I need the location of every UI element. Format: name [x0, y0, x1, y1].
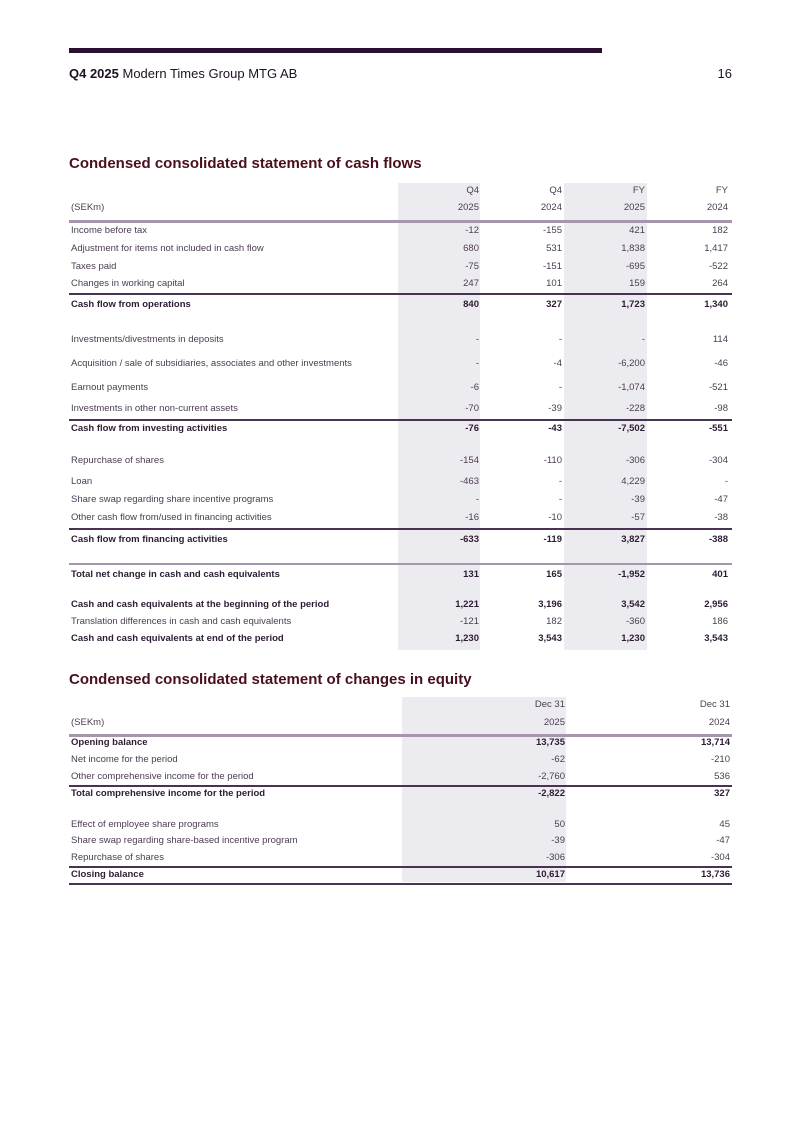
cell: 1,230 — [455, 633, 479, 644]
cell: 50 — [554, 819, 565, 830]
cell: 165 — [546, 569, 562, 580]
cell: 182 — [712, 225, 728, 236]
cell: - — [558, 494, 562, 505]
row-label: Translation differences in cash and cash equivalents — [71, 616, 292, 627]
cell: 840 — [463, 299, 479, 310]
row-label: Opening balance — [71, 737, 148, 748]
divider — [69, 528, 732, 530]
cell: 680 — [463, 243, 479, 254]
cell: 13,736 — [700, 869, 730, 880]
cashflow-title: Condensed consolidated statement of cash flows — [69, 155, 422, 172]
cell: -2,822 — [538, 788, 565, 799]
col-header: Dec 31 — [534, 699, 565, 710]
page-number: 16 — [717, 66, 732, 81]
cell: 327 — [714, 788, 730, 799]
report-period: Q4 2025 — [69, 66, 119, 81]
cell: -12 — [465, 225, 479, 236]
row-label: Repurchase of shares — [71, 455, 164, 466]
cell: 1,838 — [621, 243, 645, 254]
col-header: 2025 — [543, 717, 565, 728]
row-label: Cash flow from investing activities — [71, 423, 228, 434]
row-label: Cash and cash equivalents at end of the period — [71, 633, 284, 644]
col-header: 2025 — [623, 202, 645, 213]
cell: -304 — [708, 455, 728, 466]
cell: -2,760 — [538, 771, 565, 782]
cell: 2,956 — [704, 599, 728, 610]
cell: -154 — [459, 455, 479, 466]
cell: -39 — [631, 494, 645, 505]
cashflow-table — [69, 183, 732, 653]
cell: -38 — [714, 512, 728, 523]
cell: 1,221 — [455, 599, 479, 610]
col-header: Q4 — [466, 185, 479, 196]
cell: -306 — [545, 852, 565, 863]
col-header: 2025 — [457, 202, 479, 213]
unit-label: (SEKm) — [71, 717, 105, 728]
cell: -39 — [548, 403, 562, 414]
row-label: Total comprehensive income for the period — [71, 788, 266, 799]
cell: -39 — [551, 835, 565, 846]
col-header: 2024 — [540, 202, 562, 213]
cell: 264 — [712, 278, 728, 289]
cell: 536 — [714, 771, 730, 782]
row-label: Investments/divestments in deposits — [71, 334, 224, 345]
cell: 4,229 — [621, 476, 645, 487]
cell: -119 — [543, 534, 562, 545]
cell: -47 — [716, 835, 730, 846]
cell: 421 — [629, 225, 645, 236]
row-label: Effect of employee share programs — [71, 819, 219, 830]
row-label: Total net change in cash and cash equivalents — [71, 569, 280, 580]
col-header: 2024 — [708, 717, 730, 728]
row-label: Changes in working capital — [71, 278, 185, 289]
divider — [69, 293, 732, 295]
cell: -6 — [470, 382, 479, 393]
header-rule — [69, 48, 602, 53]
cell: -75 — [465, 261, 479, 272]
cell: 10,617 — [535, 869, 565, 880]
cell: 3,543 — [538, 633, 562, 644]
unit-label: (SEKm) — [71, 202, 105, 213]
cell: -76 — [465, 423, 479, 434]
cell: -10 — [548, 512, 562, 523]
row-label: Taxes paid — [71, 261, 117, 272]
divider — [69, 220, 732, 223]
col-header: Q4 — [549, 185, 562, 196]
cell: 401 — [712, 569, 728, 580]
cell: - — [558, 334, 562, 345]
cell: 247 — [463, 278, 479, 289]
cell: 13,735 — [535, 737, 565, 748]
col-header: 2024 — [706, 202, 728, 213]
divider — [69, 734, 732, 737]
row-label: Loan — [71, 476, 93, 487]
cell: -388 — [708, 534, 728, 545]
cell: -210 — [710, 754, 730, 765]
divider — [69, 419, 732, 421]
cell: -1,952 — [618, 569, 645, 580]
row-label: Adjustment for items not included in cash flow — [71, 243, 264, 254]
company-name: Modern Times Group MTG AB — [122, 66, 298, 81]
cell: - — [641, 334, 645, 345]
cell: 186 — [712, 616, 728, 627]
cell: 131 — [463, 569, 479, 580]
cell: -110 — [543, 455, 562, 466]
equity-title: Condensed consolidated statement of changes in equity — [69, 671, 472, 688]
cell: -306 — [625, 455, 645, 466]
cell: 1,340 — [704, 299, 728, 310]
cell: - — [475, 334, 479, 345]
cell: -695 — [625, 261, 645, 272]
cell: -1,074 — [618, 382, 645, 393]
cell: - — [558, 382, 562, 393]
cell: 3,196 — [538, 599, 562, 610]
row-label: Other cash flow from/used in financing activities — [71, 512, 272, 523]
cell: -522 — [708, 261, 728, 272]
cell: 159 — [629, 278, 645, 289]
cell: 101 — [546, 278, 562, 289]
cell: 1,230 — [621, 633, 645, 644]
cell: 3,827 — [621, 534, 645, 545]
cell: - — [724, 476, 728, 487]
row-label: Investments in other non-current assets — [71, 403, 238, 414]
cell: -228 — [625, 403, 645, 414]
cell: - — [475, 358, 479, 369]
cell: -6,200 — [618, 358, 645, 369]
cell: 13,714 — [700, 737, 730, 748]
cell: -62 — [551, 754, 565, 765]
cell: 114 — [712, 334, 728, 345]
col-header: Dec 31 — [699, 699, 730, 710]
page-header — [69, 66, 732, 81]
divider — [69, 563, 732, 565]
cell: -360 — [625, 616, 645, 627]
divider — [69, 785, 732, 787]
divider — [69, 866, 732, 868]
cell: 3,542 — [621, 599, 645, 610]
col-header: FY — [715, 185, 728, 196]
cell: -155 — [542, 225, 562, 236]
row-label: Income before tax — [71, 225, 148, 236]
row-label: Cash flow from financing activities — [71, 534, 228, 545]
row-label: Other comprehensive income for the period — [71, 771, 254, 782]
cell: - — [558, 476, 562, 487]
cell: -521 — [708, 382, 728, 393]
cell: -47 — [714, 494, 728, 505]
cell: -304 — [710, 852, 730, 863]
row-label: Cash and cash equivalents at the beginning of the period — [71, 599, 330, 610]
row-label: Net income for the period — [71, 754, 178, 765]
cell: 1,723 — [621, 299, 645, 310]
cell: 1,417 — [704, 243, 728, 254]
cell: 531 — [546, 243, 562, 254]
cell: -46 — [714, 358, 728, 369]
cell: -16 — [465, 512, 479, 523]
cell: -463 — [459, 476, 479, 487]
cell: 327 — [546, 299, 562, 310]
cell: -551 — [708, 423, 728, 434]
cell: -57 — [631, 512, 645, 523]
cell: 3,543 — [704, 633, 728, 644]
equity-table — [69, 697, 732, 887]
row-label: Acquisition / sale of subsidiaries, associates and other investments — [71, 358, 352, 369]
cell: -151 — [542, 261, 562, 272]
divider — [69, 883, 732, 885]
col-header: FY — [632, 185, 645, 196]
row-label: Share swap regarding share-based incentive program — [71, 835, 298, 846]
cell: 182 — [546, 616, 562, 627]
cell: -633 — [459, 534, 479, 545]
cell: -98 — [714, 403, 728, 414]
cell: -121 — [459, 616, 479, 627]
row-label: Closing balance — [71, 869, 144, 880]
cell: -4 — [553, 358, 562, 369]
row-label: Repurchase of shares — [71, 852, 164, 863]
cell: -43 — [548, 423, 562, 434]
cell: -7,502 — [618, 423, 645, 434]
cell: - — [475, 494, 479, 505]
row-label: Cash flow from operations — [71, 299, 191, 310]
row-label: Earnout payments — [71, 382, 149, 393]
cell: -70 — [465, 403, 479, 414]
cell: 45 — [719, 819, 730, 830]
row-label: Share swap regarding share incentive programs — [71, 494, 274, 505]
